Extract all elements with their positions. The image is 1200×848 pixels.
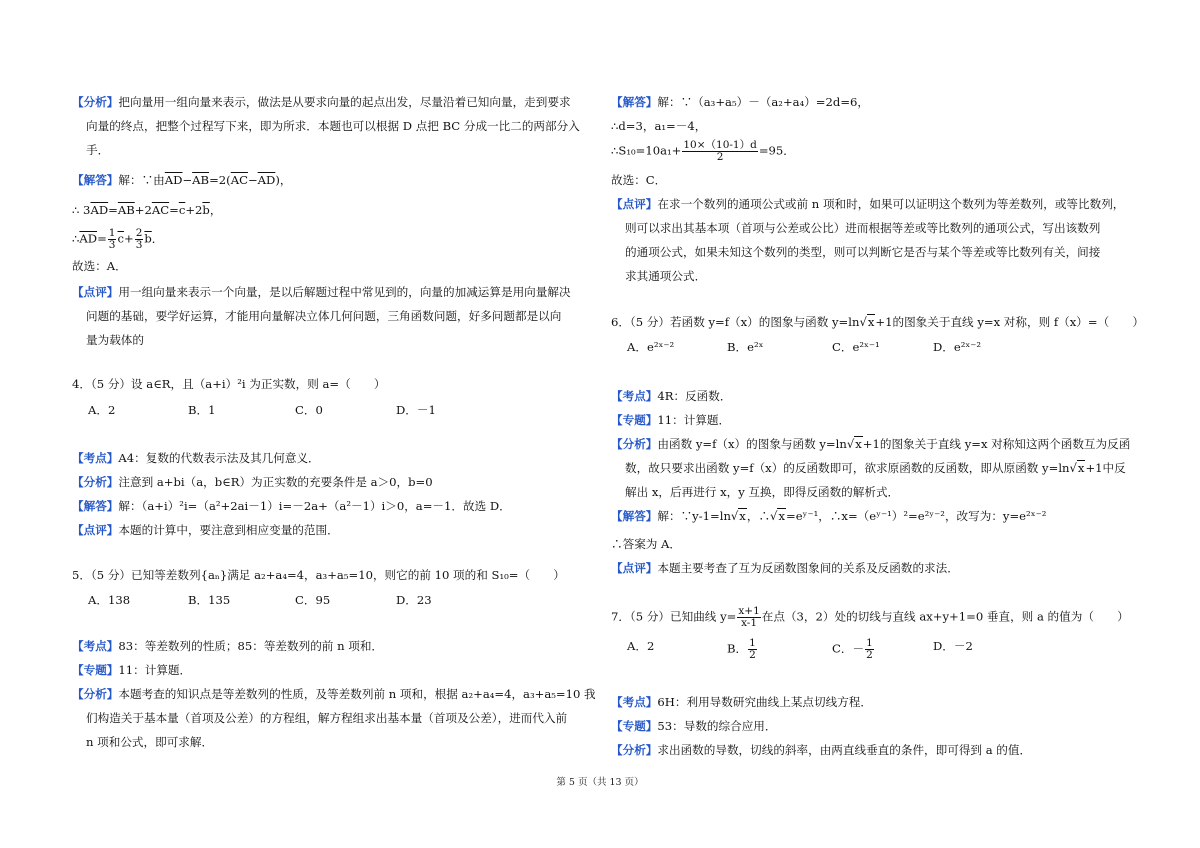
analysis-tag: 【分析】	[72, 95, 119, 109]
q6-analysis-2: 数，故只要求出函数 y=f（x）的反函数即可，欲求原函数的反函数，即从原函数 y=ln√x+1中反	[625, 461, 1126, 475]
q6-option-c: C．e²ˣ⁻¹	[832, 340, 880, 354]
q4-option-c: C．0	[295, 403, 323, 417]
comment-line-2: 问题的基础，要学好运算，才能用向量解决立体几何问题，三角函数问题，好多问题都是以向	[86, 309, 562, 323]
q5-option-a: A．138	[88, 593, 131, 607]
curve-fraction: $\frac{x+1}{x-1}$	[738, 605, 760, 629]
q6-option-d: D．e²ˣ⁻²	[933, 340, 982, 354]
q5-solution-1: 【解答】解：∵（a₃+a₅）－（a₂+a₄）=2d=6，	[611, 95, 870, 109]
comment-line-3: 量为载体的	[86, 333, 144, 347]
q5-solution-3: ∴S₁₀=10a₁+ $\frac{10\times(10-1)d}{2}$ =95．	[611, 139, 795, 163]
question-5: 5．（5 分）已知等差数列{aₙ}满足 a₂+a₄=4，a₃+a₅=10，则它的前 10 项的和 S₁₀=（ ）	[72, 568, 565, 582]
q4-point: 【考点】A4：复数的代数表示法及其几何意义．	[72, 451, 320, 465]
q5-option-d: D．23	[396, 593, 432, 607]
question-5-options	[88, 592, 568, 608]
sum-fraction: $\frac{10\times(10-1)d}{2}$	[683, 139, 757, 163]
q6-analysis-1: 【分析】由函数 y=f（x）的图象与函数 y=ln√x+1的图象关于直线 y=x 对称知这两个函数互为反函	[611, 437, 1131, 451]
comment-tag: 【点评】	[72, 285, 119, 299]
q7-topic: 【专题】53：导数的综合应用．	[611, 719, 777, 733]
solution-tag: 【解答】	[72, 173, 119, 187]
q4-comment: 【点评】本题的计算中，要注意到相应变量的范围．	[72, 523, 339, 537]
solution-line-1: 【解答】解：∵由$\overline{AD}-\overline{AB}=2(\overline{AC}-\overline{AD})$，	[72, 173, 292, 187]
q5-comment-2: 则可以求出其基本项（首项与公差或公比）进而根据等差或等比数列的通项公式，写出该数列	[625, 221, 1101, 235]
q7-option-d: D．－2	[933, 639, 973, 653]
q5-topic: 【专题】11：计算题．	[72, 663, 192, 677]
q6-answer: ∴答案为 A．	[611, 537, 682, 551]
page-footer: 第 5 页（共 13 页）	[556, 777, 644, 788]
q5-solution-choice: 故选：C．	[611, 173, 667, 187]
q7-option-a: A．2	[627, 639, 655, 653]
solution-line-2: ∴ $3\overline{AD}=\overline{AB}+2\overline{AC}=\overline{c}+2\overline{b}$，	[72, 203, 222, 217]
q5-comment-4: 求其通项公式．	[625, 269, 707, 283]
q4-option-a: A．2	[88, 403, 116, 417]
q5-analysis-1: 【分析】本题考查的知识点是等差数列的性质，及等差数列前 n 项和，根据 a₂+a₄=4，a₃+a₅=10 我	[72, 687, 596, 701]
fraction-two-thirds: $\frac{2}{3}$	[135, 227, 143, 251]
q4-option-d: D．－1	[396, 403, 436, 417]
q5-option-c: C．95	[295, 593, 331, 607]
comment-line-1: 【点评】用一组向量来表示一个向量，是以后解题过程中常见到的，向量的加减运算是用向量解决	[72, 285, 571, 299]
question-7-options	[627, 638, 1107, 662]
q6-analysis-3: 解出 x，后再进行 x，y 互换，即得反函数的解析式．	[625, 485, 900, 499]
solution-choice: 故选：A．	[72, 259, 127, 273]
q7-option-c: C．－ $\frac{1}{2}$	[832, 637, 873, 661]
question-4-options	[88, 402, 568, 418]
question-4: 4．（5 分）设 a∈R，且（a+i）²i 为正实数，则 a=（ ）	[72, 377, 386, 391]
q7-option-b: B． $\frac{1}{2}$	[727, 637, 756, 661]
solution-line-3: $\therefore\overline{AD}=$ $\frac{1}{3}$ $\overline{c}+$ $\frac{2}{3}$ $\overline{b}$．	[72, 227, 164, 251]
q5-option-b: B．135	[188, 593, 231, 607]
q7-analysis: 【分析】求出函数的导数，切线的斜率，由两直线垂直的条件，即可得到 a 的值．	[611, 743, 1032, 757]
q5-solution-2: ∴d=3，a₁=－4，	[611, 119, 707, 133]
q5-analysis-2: 们构造关于基本量（首项及公差）的方程组，解方程组求出基本量（首项及公差），进而代入前	[86, 711, 568, 725]
q5-point: 【考点】83：等差数列的性质；85：等差数列的前 n 项和．	[72, 639, 384, 653]
q5-analysis-3: n 项和公式，即可求解．	[86, 735, 214, 749]
q5-comment-3: 的通项公式，如果未知这个数列的类型，则可以判断它是否与某个等差或等比数列有关，间接	[625, 245, 1101, 259]
q6-solution: 【解答】解：∵y-1=ln√x，∴√x=eʸ⁻¹，∴x=（eʸ⁻¹）²=e²ʸ⁻²，改写为：y=e²ˣ⁻²	[611, 509, 1047, 523]
q6-point: 【考点】4R：反函数．	[611, 389, 732, 403]
question-6: 6．（5 分）若函数 y=f（x）的图象与函数 y=ln√x+1的图象关于直线 y=x 对称，则 f（x）=（ ）	[611, 315, 1144, 329]
q4-analysis: 【分析】注意到 a+bi（a，b∈R）为正实数的充要条件是 a＞0，b=0	[72, 475, 433, 489]
q6-comment: 【点评】本题主要考查了互为反函数图象间的关系及反函数的求法．	[611, 561, 959, 575]
analysis-line-2: 向量的终点，把整个过程写下来，即为所求．本题也可以根据 D 点把 BC 分成一比二的两部分入	[86, 119, 580, 133]
analysis-line-1: 【分析】把向量用一组向量来表示，做法是从要求向量的起点出发，尽量沿着已知向量，走到要求	[72, 95, 571, 109]
question-6-options	[627, 339, 1107, 355]
q4-solution: 【解答】解：（a+i）²i=（a²+2ai－1）i=－2a+（a²－1）i＞0，a=－1．故选 D．	[72, 499, 511, 513]
question-7: 7．（5 分）已知曲线 y= $\frac{x+1}{x-1}$ 在点（3，2）处的切线与直线 ax+y+1=0 垂直，则 a 的值为（ ）	[611, 605, 1129, 629]
q5-comment-1: 【点评】在求一个数列的通项公式或前 n 项和时，如果可以证明这个数列为等差数列，或等比数列，	[611, 197, 1125, 211]
q6-option-b: B．e²ˣ	[727, 340, 764, 354]
q6-topic: 【专题】11：计算题．	[611, 413, 731, 427]
q4-option-b: B．1	[188, 403, 216, 417]
analysis-line-3: 手．	[86, 143, 110, 157]
fraction-one-third: $\frac{1}{3}$	[108, 227, 116, 251]
q6-option-a: A．e²ˣ⁻²	[627, 340, 675, 354]
q7-point: 【考点】6H：利用导数研究曲线上某点切线方程．	[611, 695, 872, 709]
